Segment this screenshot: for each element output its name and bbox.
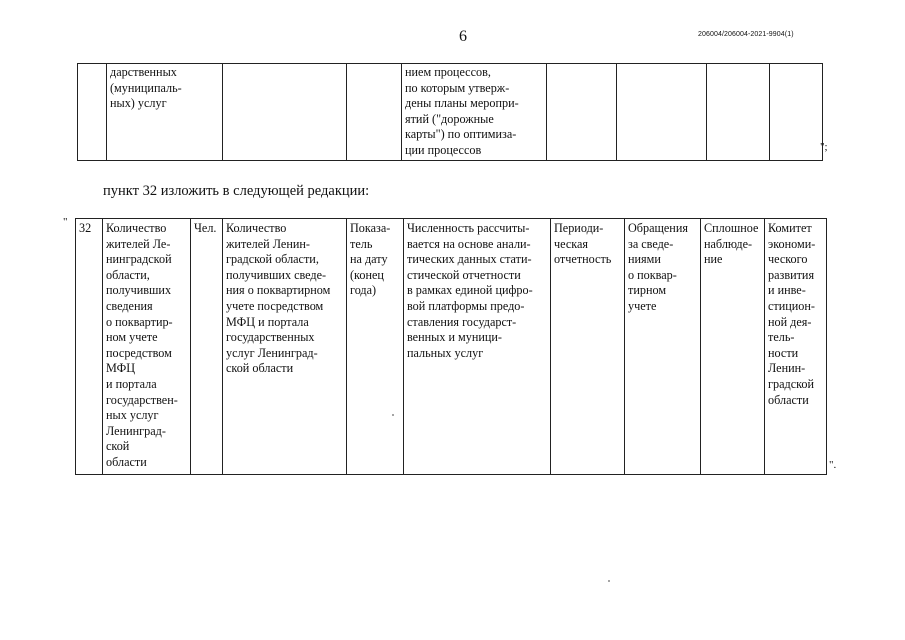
previous-table-fragment <box>77 63 823 161</box>
closing-quote-mark: ". <box>829 459 837 471</box>
table-cell <box>770 64 823 161</box>
closing-quote-mark: "; <box>820 141 828 153</box>
table-row <box>78 64 823 161</box>
clause-instruction: пункт 32 изложить в следующей редакции: <box>103 183 370 199</box>
indicator-name: Количество жителей Ле- нинградской области, получивших сведения о поквартир- ном учете посредством МФЦ и портала государствен- ных услуг Ленинград- ской области <box>103 219 191 475</box>
table-cell <box>223 64 347 161</box>
table-cell: дарственных (муниципаль- ных) услуг <box>107 64 223 161</box>
table-row <box>76 219 827 475</box>
table-cell <box>707 64 770 161</box>
data-source: Обращения за сведе- ниями о поквар- тирном учете <box>625 219 701 475</box>
document-id: 206004/206004-2021-9904(1) <box>698 31 794 38</box>
unit-of-measure: Чел. <box>191 219 223 475</box>
scan-speck <box>392 414 394 416</box>
responsible-body: Комитет экономи- ческого развития и инве- стицион- ной дея- тель- ности Ленин- градской области <box>765 219 827 475</box>
page-number: 6 <box>459 28 467 45</box>
table-cell <box>617 64 707 161</box>
observation-method: Сплошное наблюде- ние <box>701 219 765 475</box>
indicator-table <box>75 218 827 475</box>
opening-quote-mark: " <box>63 216 68 228</box>
time-characteristic: Показа- тель на дату (конец года) <box>347 219 404 475</box>
calculation-method: Численность рассчиты- вается на основе анали- тических данных стати- стической отчетности в рамках единой цифро- вой платформы предо- ставления государст- венных и муници- пальных услуг <box>404 219 551 475</box>
indicator-definition: Количество жителей Ленин- градской области, получивших сведе- ния о поквартирном учете посредством МФЦ и портала государственных услуг Ленинград- ской области <box>223 219 347 475</box>
scan-speck <box>608 580 610 582</box>
table-cell <box>347 64 402 161</box>
row-number: 32 <box>76 219 103 475</box>
table-cell <box>78 64 107 161</box>
table-cell: нием процессов, по которым утверж- дены планы меропри- ятий ("дорожные карты") по оптимиза- ции процессов <box>402 64 547 161</box>
table-cell <box>547 64 617 161</box>
periodicity: Периоди- ческая отчетность <box>551 219 625 475</box>
